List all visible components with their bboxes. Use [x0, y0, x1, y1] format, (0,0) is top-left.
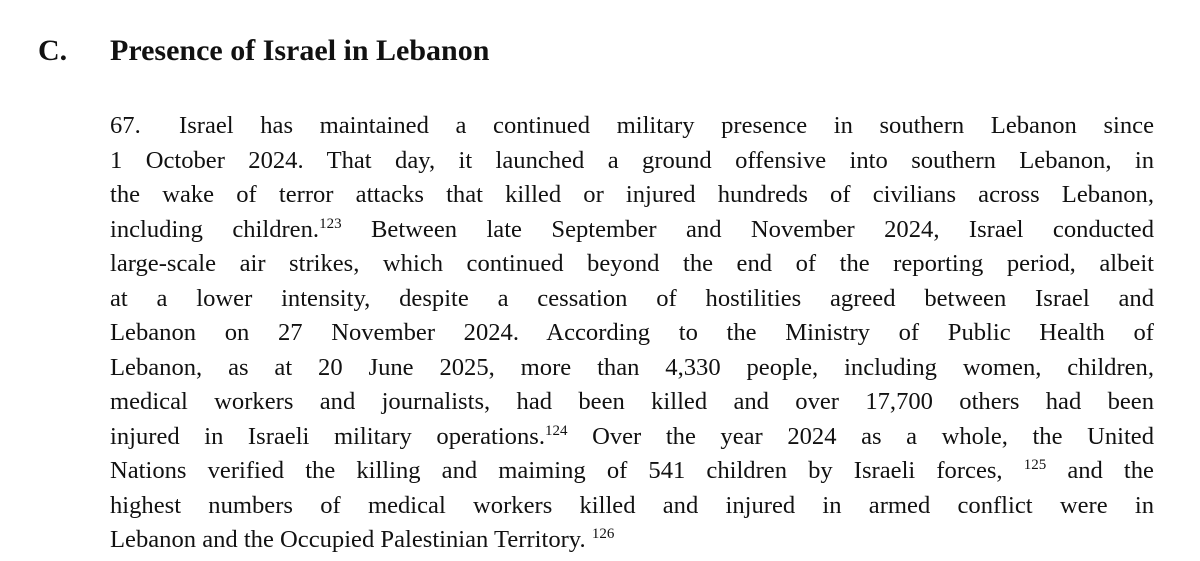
line-text: Lebanon and the Occupied Palestinian Territory.: [110, 526, 586, 553]
footnote-ref[interactable]: 124: [545, 422, 568, 439]
line-text: injured in Israeli military operations.: [110, 422, 545, 450]
line-text: 1 October 2024. That day, it launched a ground offensive into southern Lebanon, in: [110, 146, 1154, 174]
line-text: highest numbers of medical workers killed and injured in armed conflict were in: [110, 491, 1154, 519]
paragraph-67: [110, 109, 1154, 558]
paragraph-line: [110, 351, 1154, 386]
paragraph-line: [110, 316, 1154, 351]
paragraph-line: [110, 489, 1154, 524]
paragraph-line: [110, 109, 1154, 144]
paragraph-line: [110, 385, 1154, 420]
line-text: Over the year 2024 as a whole, the United: [592, 422, 1155, 450]
footnote-ref[interactable]: 126: [591, 526, 615, 542]
section-heading: [38, 31, 489, 71]
paragraph-line: [110, 178, 1154, 213]
section-letter: C.: [38, 34, 68, 67]
paragraph-line: [110, 420, 1154, 455]
paragraph-line: [110, 523, 1154, 558]
line-text: the wake of terror attacks that killed or injured hundreds of civilians across Lebanon,: [110, 181, 1154, 208]
line-text: and the: [1067, 457, 1154, 484]
line-text: Between late September and November 2024, Israel conducted: [371, 215, 1154, 243]
line-text: medical workers and journalists, had been killed and over 17,700 others had been: [110, 388, 1154, 415]
footnote-ref[interactable]: 123: [319, 215, 342, 232]
section-title: Presence of Israel in Lebanon: [110, 34, 490, 67]
footnote-ref[interactable]: 125: [1023, 457, 1047, 473]
line-text: large-scale air strikes, which continued beyond the end of the reporting period, albeit: [110, 250, 1154, 277]
paragraph-line: [110, 144, 1154, 179]
paragraph-line: [110, 282, 1154, 317]
paragraph-number: 67.: [110, 112, 141, 139]
line-text: Lebanon, as at 20 June 2025, more than 4,330 people, including women, children,: [110, 353, 1154, 381]
line-text: at a lower intensity, despite a cessation of hostilities agreed between Israel and: [110, 284, 1154, 312]
paragraph-line: [110, 213, 1154, 248]
paragraph-line: [110, 454, 1154, 489]
line-text: Nations verified the killing and maiming of 541 children by Israeli forces,: [110, 457, 1003, 484]
paragraph-line: [110, 247, 1154, 282]
line-text: Lebanon on 27 November 2024. According to the Ministry of Public Health of: [110, 319, 1154, 346]
line-text: including children.: [110, 215, 320, 243]
line-text: Israel has maintained a continued military presence in southern Lebanon since: [179, 112, 1154, 139]
